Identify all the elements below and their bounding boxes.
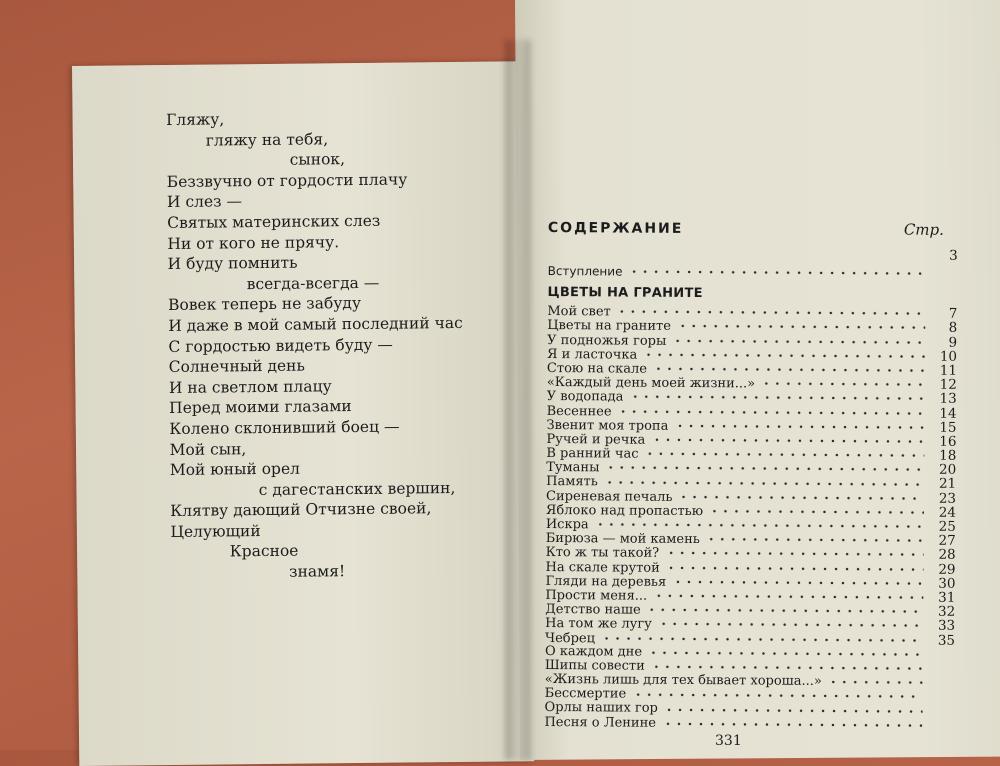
- toc-entry-title: Бирюза — мой камень: [546, 532, 700, 547]
- toc-leader-dots: [595, 522, 924, 528]
- toc-entry-page: 25: [930, 520, 956, 534]
- poem-line: Клятву дающий Отчизне своей,: [170, 498, 490, 522]
- toc-entry-title: Память: [546, 475, 598, 489]
- toc-leader-dots: [672, 339, 925, 345]
- toc-entry-title: Стою на скале: [547, 362, 647, 377]
- toc-entry-page: 27: [930, 534, 956, 548]
- toc-entries: [544, 304, 957, 732]
- toc-leader-dots: [677, 324, 925, 330]
- toc-entry-title: Искра: [546, 518, 589, 532]
- toc-entry-title: У водопада: [547, 390, 624, 405]
- poem-line: Гляжу,: [166, 107, 486, 131]
- poem-line: Ни от кого не прячу.: [167, 230, 487, 254]
- toc-entry-title: На скале крутой: [546, 561, 660, 576]
- poem-text: [166, 107, 491, 584]
- toc-leader-dots: [629, 395, 924, 401]
- toc-entry: [546, 446, 956, 463]
- poem-line: Колено склонивший боец —: [169, 416, 489, 440]
- toc-entry-title: Шипы совести: [545, 659, 645, 674]
- toc-entry-page: 12: [931, 378, 957, 392]
- toc-leader-dots: [618, 409, 925, 415]
- poem-line: Солнечный день: [169, 354, 489, 378]
- toc-entry-title: В ранний час: [546, 447, 638, 462]
- toc-intro-row: [548, 264, 958, 281]
- toc-entry-page: 23: [930, 491, 956, 505]
- page-column-label: Стр.: [904, 220, 944, 238]
- toc-heading-row: [548, 218, 958, 239]
- toc-leader-dots: [617, 310, 926, 316]
- toc-leader-dots: [653, 594, 923, 600]
- toc-entry-title: О каждом дне: [545, 645, 642, 660]
- toc-leader-dots: [706, 537, 924, 543]
- poem-line: знамя!: [171, 560, 491, 584]
- poem-line: И слез —: [167, 189, 487, 213]
- poem-line: с дагестанских вершин,: [170, 477, 490, 501]
- toc-entry-title: Орлы наших гор: [545, 701, 658, 716]
- poem-line: Мой сын,: [169, 436, 489, 460]
- toc-leader-dots: [632, 693, 923, 699]
- toc-intro-label: Вступление: [548, 264, 623, 279]
- poem-line: И даже в мой самый последний час: [168, 313, 488, 337]
- toc-entry: [544, 716, 954, 733]
- toc-title: СОДЕРЖАНИЕ: [548, 220, 684, 237]
- toc-entry-page: 11: [931, 364, 957, 378]
- poem-line: сынок,: [166, 148, 486, 172]
- toc-leader-dots: [709, 509, 924, 514]
- toc-entry-page: 14: [931, 406, 957, 420]
- poem-line: Мой юный орел: [170, 457, 490, 481]
- toc-leader-dots: [828, 680, 923, 685]
- poem-line: И буду помнить: [168, 251, 488, 275]
- toc-leader-dots: [761, 382, 925, 387]
- toc-leader-dots: [666, 565, 924, 571]
- toc-entry-title: Мой свет: [547, 305, 611, 319]
- toc-entry-title: Сиреневая печаль: [546, 490, 673, 505]
- toc-entry: [546, 503, 956, 520]
- toc-entry-page: 31: [929, 591, 955, 605]
- toc-entry-title: Чебрец: [545, 631, 595, 645]
- toc-entry-title: Прости меня...: [545, 589, 647, 604]
- poem-line: Целующий: [170, 519, 490, 543]
- toc-entry-page: 24: [930, 505, 956, 519]
- toc-entry-title: Я и ласточка: [547, 348, 637, 363]
- poem-line: И на светлом плацу: [169, 374, 489, 398]
- toc-entry-page: 15: [930, 420, 956, 434]
- toc-entry-title: Бессмертие: [545, 687, 627, 702]
- toc-entry-title: «Жизнь лишь для тех бывает хороша...»: [545, 673, 822, 689]
- toc-entry-page: 30: [929, 576, 955, 590]
- toc-leader-dots: [601, 636, 923, 642]
- toc-entry-title: На том же лугу: [545, 617, 652, 632]
- toc-entry-title: Весеннее: [547, 404, 612, 418]
- toc-entry-title: Гляди на деревья: [545, 575, 666, 590]
- toc-leader-dots: [665, 551, 924, 557]
- toc-entry: [545, 616, 955, 633]
- toc-entry-title: Ручей и речка: [546, 433, 645, 448]
- toc-entry-title: Звенит моя тропа: [547, 419, 669, 434]
- toc-leader-dots: [672, 580, 923, 586]
- toc-entry-page: 33: [929, 619, 955, 633]
- toc-entry-title: Детство наше: [545, 603, 641, 618]
- page-number: 331: [715, 733, 742, 749]
- toc-entry-page: 16: [930, 435, 956, 449]
- poem-line: Святых материнских слез: [167, 210, 487, 234]
- toc-entry-page: 28: [930, 548, 956, 562]
- toc-section-title: ЦВЕТЫ НА ГРАНИТЕ: [547, 282, 957, 307]
- toc-entry-title: Туманы: [546, 461, 599, 475]
- toc-entry-page: 18: [930, 449, 956, 463]
- toc-leader-dots: [645, 452, 925, 458]
- toc-entry-page: 13: [931, 392, 957, 406]
- toc-entry-page: 29: [930, 562, 956, 576]
- table-of-contents: [544, 218, 958, 733]
- toc-first-page: 3: [548, 242, 958, 267]
- toc-entry-page: 7: [931, 307, 957, 321]
- toc-entry-title: «Каждый день моей жизни...»: [547, 376, 755, 391]
- toc-leader-dots: [647, 608, 924, 614]
- poem-line: Беззвучно от гордости плачу: [167, 168, 487, 192]
- poem-line: С гордостью видеть буду —: [168, 333, 488, 357]
- poem-line: гляжу на тебя,: [166, 127, 486, 151]
- poem-line: Вовек теперь не забуду: [168, 292, 488, 316]
- poem-line: Красное: [171, 539, 491, 563]
- toc-entry-page: 21: [930, 477, 956, 491]
- toc-entry-title: Яблоко над пропастью: [546, 504, 703, 519]
- poem-line: всегда-всегда —: [168, 271, 488, 295]
- toc-entry-page: 32: [929, 605, 955, 619]
- toc-entry-page: 10: [931, 349, 957, 363]
- toc-entry-title: Песня о Ленине: [544, 716, 656, 731]
- toc-entry-page: 8: [931, 321, 957, 335]
- toc-leader-dots: [662, 722, 923, 728]
- toc-leader-dots: [658, 622, 923, 628]
- toc-entry-page: 9: [931, 335, 957, 349]
- toc-entry-title: У подножья горы: [547, 334, 666, 349]
- toc-leader-dots: [605, 466, 924, 472]
- toc-leader-dots: [651, 665, 923, 671]
- toc-leader-dots: [643, 353, 925, 359]
- poem-line: Перед моими глазами: [169, 395, 489, 419]
- toc-entry-page: 20: [930, 463, 956, 477]
- toc-leader-dots: [674, 424, 924, 430]
- toc-leader-dots: [651, 438, 924, 444]
- toc-leader-dots: [604, 480, 924, 486]
- toc-leader-dots: [648, 650, 923, 656]
- toc-entry-page: 35: [929, 633, 955, 647]
- toc-leader-dots: [678, 495, 924, 501]
- toc-entry-title: Кто ж ты такой?: [546, 546, 660, 561]
- toc-leader-dots: [653, 367, 925, 373]
- toc-leader-dots: [664, 707, 923, 713]
- toc-entry-title: Цветы на граните: [547, 319, 671, 334]
- book-gutter: [505, 40, 531, 760]
- toc-leader-dots: [628, 270, 925, 276]
